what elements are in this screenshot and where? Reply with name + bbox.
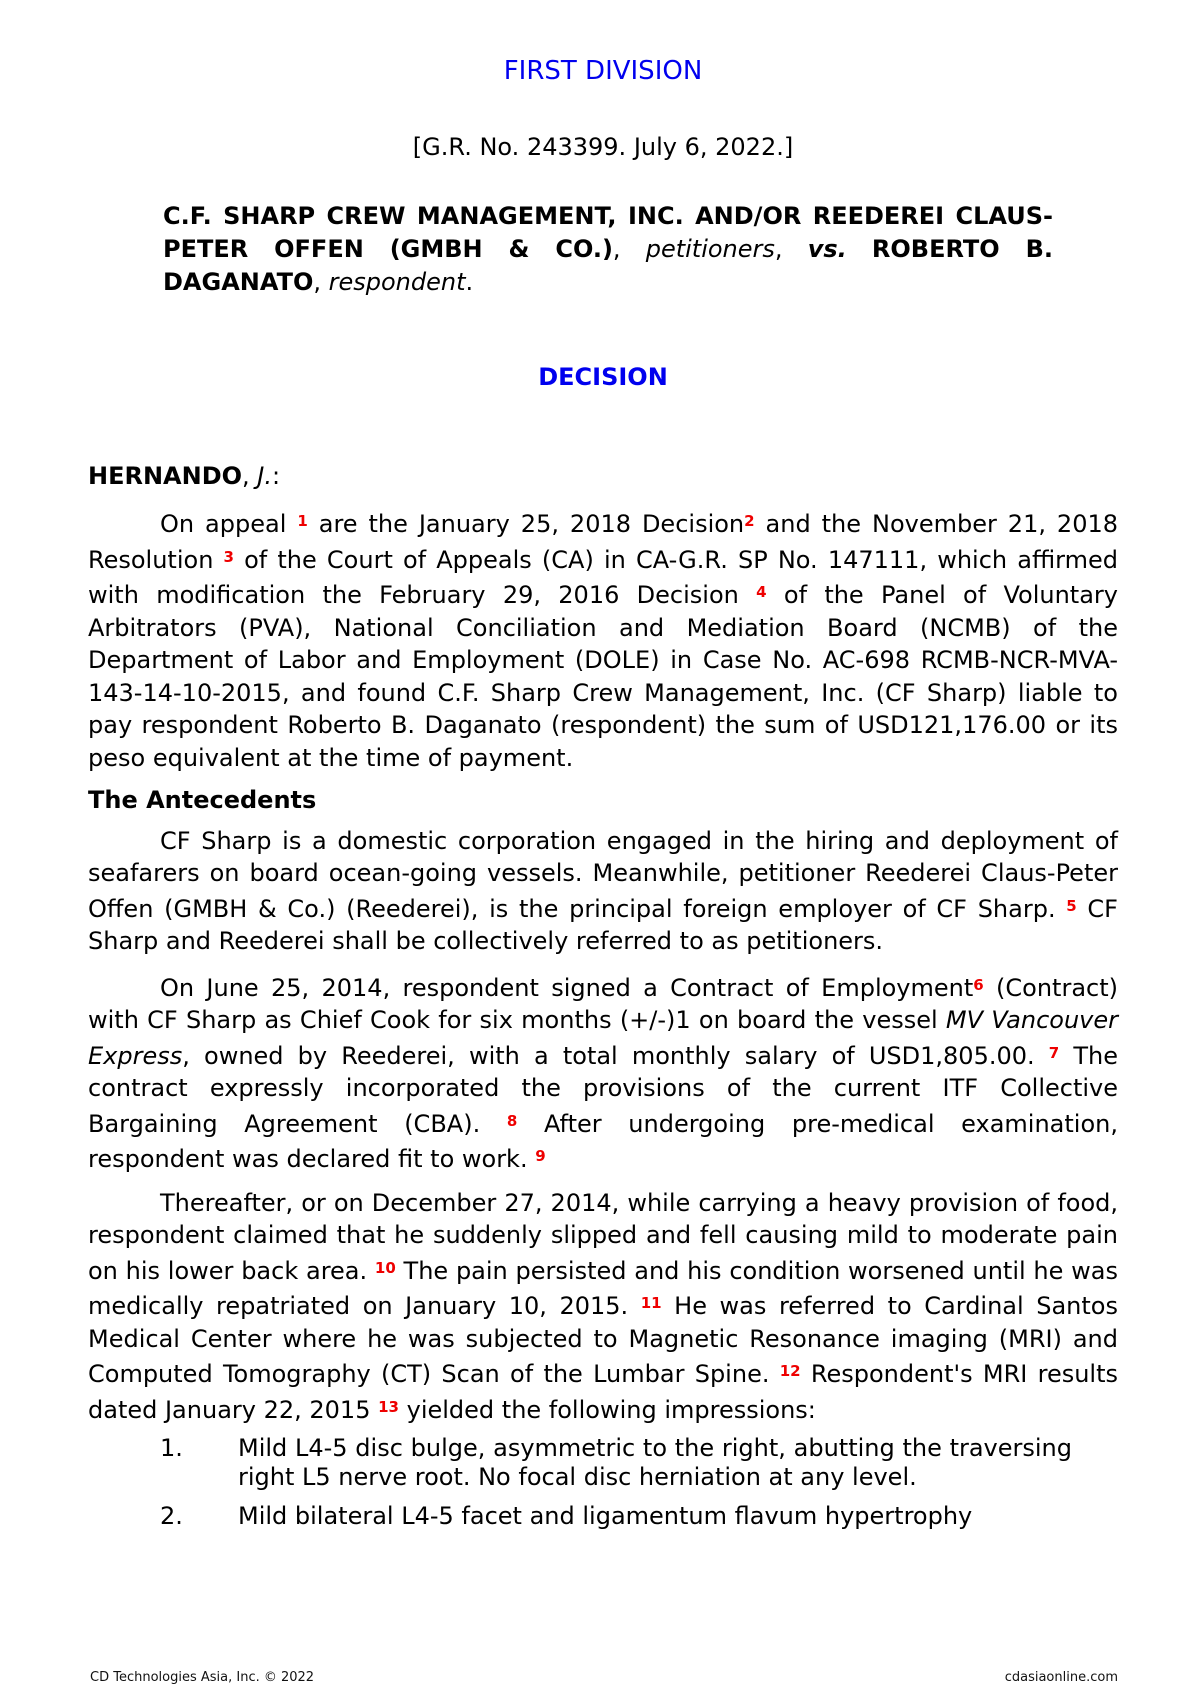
antecedents-heading: The Antecedents — [88, 786, 317, 814]
paragraph-2 — [88, 825, 1118, 958]
petitioners-role: petitioners — [645, 235, 775, 263]
text-run: CF Sharp and Reederei shall be collectively referred to as petitioners. — [88, 894, 1118, 955]
text-run: are the January 25, 2018 Decision — [307, 510, 745, 538]
footnote-ref-2[interactable]: 2 — [744, 512, 755, 530]
text-run: Thereafter, or on December 27, 2014, while carrying a heavy provision of food, respondent claimed that he suddenly slipped and fell causing mild to moderate pain on his lower back area. — [88, 1188, 1118, 1285]
ponente: HERNANDO, J.: — [88, 462, 281, 490]
versus-text: vs. — [807, 235, 847, 263]
footnote-ref-11[interactable]: 11 — [640, 1294, 662, 1312]
text-run: On June 25, 2014, respondent signed a Contract of Employment — [160, 973, 974, 1002]
footnote-ref-9[interactable]: 9 — [535, 1147, 546, 1165]
petitioners-name: C.F. SHARP CREW MANAGEMENT, INC. AND/OR REEDEREI CLAUS-PETER OFFEN (GMBH & CO.) — [163, 202, 1053, 263]
text-run: of the Panel of Voluntary Arbitrators (PVA), National Conciliation and Mediation Board (NCMB) of the Department of Labor and Employment (DOLE) in Case No. AC-698 RCMB-NCR-MVA-143-14-10-2015, and found C.F. Sharp Crew Management, Inc. (CF Sharp) liable to pay respondent Roberto B. Daganato (respondent) the sum of USD121,176.00 or its peso equivalent at the time of payment. — [88, 581, 1118, 772]
text-run: (Contract) with CF Sharp as Chief Cook for six months (+/-)1 on board the vessel — [88, 973, 1118, 1034]
footnote-ref-7[interactable]: 7 — [1048, 1043, 1060, 1062]
text-run: and the November 21, 2018 Resolution — [88, 510, 1118, 574]
case-caption: C.F. SHARP CREW MANAGEMENT, INC. AND/OR REEDEREI CLAUS-PETER OFFEN (GMBH & CO.), petitioners, vs. ROBERTO B. DAGANATO, respondent. — [163, 202, 1053, 296]
impressions-list — [88, 1434, 1118, 1531]
footnote-ref-10[interactable]: 10 — [374, 1258, 396, 1277]
decision-title: DECISION — [538, 363, 668, 391]
paragraph-1 — [88, 505, 1118, 774]
paragraph-3 — [88, 969, 1118, 1176]
text-run: On appeal — [160, 510, 298, 538]
list-number: 2. — [160, 1502, 183, 1530]
ponente-name: HERNANDO — [88, 462, 243, 490]
footnote-ref-12[interactable]: 12 — [779, 1362, 801, 1380]
list-text: Mild L4-5 disc bulge, asymmetric to the right, abutting the traversing right L5 nerve root. No focal disc herniation at any level. — [238, 1434, 1072, 1491]
list-item — [160, 1502, 1072, 1531]
footnote-ref-5[interactable]: 5 — [1066, 896, 1077, 915]
footnote-ref-13[interactable]: 13 — [378, 1397, 399, 1416]
text-run: yielded the following impressions: — [398, 1395, 816, 1424]
ponente-title: J. — [257, 462, 273, 490]
footnote-ref-3[interactable]: 3 — [223, 547, 234, 566]
list-number: 1. — [160, 1434, 183, 1462]
paragraph-4 — [88, 1187, 1118, 1427]
text-run: He was referred to Cardinal Santos Medical Center where he was subjected to Magnetic Resonance imaging (MRI) and Computed Tomography (CT) Scan of the Lumbar Spine. — [88, 1292, 1118, 1388]
text-run: The pain persisted and his condition worsened until he was medically repatriated on January 10, 2015. — [88, 1256, 1118, 1320]
text-run: After undergoing pre-medical examination, respondent was declared fit to work. — [88, 1109, 1118, 1173]
respondent-role: respondent — [328, 268, 466, 296]
text-run: of the Court of Appeals (CA) in CA-G.R. SP No. 147111, which affirmed with modification the February 29, 2016 Decision — [88, 545, 1118, 609]
text-run: The contract expressly incorporated the provisions of the current ITF Collective Bargaining Agreement (CBA). — [88, 1041, 1118, 1138]
vessel-name: MV Vancouver Express — [88, 1006, 1119, 1070]
list-text: Mild bilateral L4-5 facet and ligamentum flavum hypertrophy — [238, 1502, 973, 1530]
decision-body — [88, 505, 1118, 1541]
respondent-name: ROBERTO B. DAGANATO — [163, 235, 1053, 296]
footer-website: cdasiaonline.com — [1004, 1670, 1118, 1685]
gr-number: [G.R. No. 243399. July 6, 2022.] — [412, 133, 794, 161]
text-run: , owned by Reederei, with a total monthly salary of USD1,805.00. — [182, 1041, 1049, 1070]
footnote-ref-4[interactable]: 4 — [756, 583, 767, 601]
division-heading: FIRST DIVISION — [503, 56, 703, 86]
footer-copyright: CD Technologies Asia, Inc. © 2022 — [90, 1670, 315, 1685]
text-run: CF Sharp is a domestic corporation engaged in the hiring and deployment of seafarers on board ocean-going vessels. Meanwhile, petitioner Reederei Claus-Peter Offen (GMBH & Co.) (Reederei), is the principal foreign employer of CF Sharp. — [88, 826, 1118, 923]
list-item — [160, 1434, 1072, 1492]
footnote-ref-6[interactable]: 6 — [973, 975, 984, 994]
footnote-ref-8[interactable]: 8 — [506, 1111, 518, 1130]
footnote-ref-1[interactable]: 1 — [297, 512, 308, 530]
text-run: Respondent's MRI results dated January 22, 2015 — [88, 1360, 1119, 1424]
